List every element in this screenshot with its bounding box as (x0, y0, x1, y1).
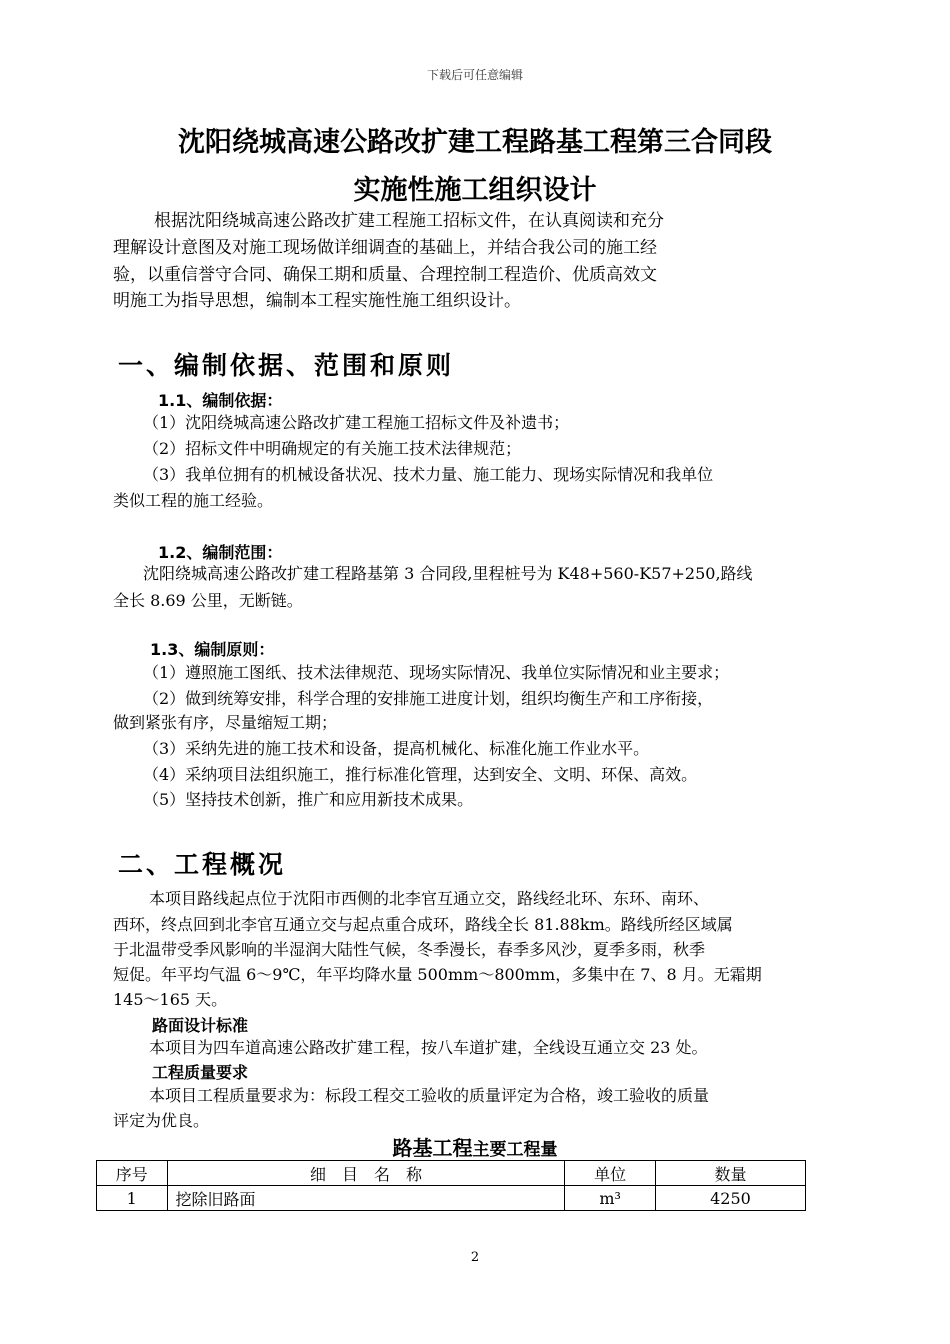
document-title: 沈阳绕城高速公路改扩建工程路基工程第三合同段 (178, 127, 772, 158)
intro-line: 验，以重信誉守合同、确保工期和质量、合理控制工程造价、优质高效文 (113, 265, 657, 285)
scope-text: 沈阳绕城高速公路改扩建工程路基第 3 合同段,里程桩号为 K48+560-K57+250,路线 (143, 564, 753, 583)
principle-item: （1）遵照施工图纸、技术法律规范、现场实际情况、我单位实际情况和业主要求； (143, 663, 730, 682)
quantity-table (96, 1160, 806, 1211)
principle-item: （5）坚持技术创新，推广和应用新技术成果。 (143, 790, 474, 809)
principle-item: （2）做到统筹安排，科学合理的安排施工进度计划，组织均衡生产和工序衔接， (143, 689, 714, 708)
intro-line: 根据沈阳绕城高速公路改扩建工程施工招标文件，在认真阅读和充分 (154, 211, 664, 231)
intro-line: 理解设计意图及对施工现场做详细调查的基础上，并结合我公司的施工经 (113, 238, 657, 258)
overview-line: 短促。年平均气温 6～9℃，年平均降水量 500mm～800mm，多集中在 7、8 月。无霜期 (113, 965, 762, 984)
overview-line: 本项目路线起点位于沈阳市西侧的北李官互通立交，路线经北环、东环、南环、 (149, 889, 710, 908)
table-title (0, 1132, 950, 1161)
quality-heading: 工程质量要求 (152, 1063, 249, 1082)
table-cell: 1 (97, 1186, 168, 1211)
header-cell: 数量 (655, 1161, 805, 1186)
table-title-main: 路基工程 (392, 1136, 473, 1160)
table-header-row (97, 1161, 806, 1186)
table-row (97, 1186, 806, 1211)
section-heading-2: 二、工程概况 (118, 850, 287, 879)
principle-item: 做到紧张有序，尽量缩短工期； (113, 713, 338, 732)
overview-line: 于北温带受季风影响的半湿润大陆性气候，冬季漫长，春季多风沙，夏季多雨，秋季 (113, 940, 706, 959)
basis-heading: 1.1、编制依据： (158, 391, 283, 410)
road-design-heading: 路面设计标准 (152, 1016, 249, 1035)
principle-item: （3）采纳先进的施工技术和设备，提高机械化、标准化施工作业水平。 (143, 739, 650, 758)
principle-heading: 1.3、编制原则： (150, 640, 275, 659)
header-cell: 单位 (565, 1161, 655, 1186)
table-cell: 挖除旧路面 (167, 1186, 565, 1211)
basis-item: 类似工程的施工经验。 (113, 491, 274, 510)
overview-line: 西环，终点回到北李官互通立交与起点重合成环，路线全长 81.88km。路线所经区域属 (113, 915, 733, 934)
table-title-sub: 主要工程量 (472, 1140, 558, 1160)
basis-item: （2）招标文件中明确规定的有关施工技术法律规范； (143, 439, 522, 458)
scope-heading: 1.2、编制范围： (158, 543, 283, 562)
document-subtitle: 实施性施工组织设计 (353, 175, 597, 206)
section-heading-1: 一、编制依据、范围和原则 (118, 351, 455, 380)
road-design-text: 本项目为四车道高速公路改扩建工程，按八车道扩建，全线设互通立交 23 处。 (149, 1038, 708, 1057)
principle-item: （4）采纳项目法组织施工，推行标准化管理，达到安全、文明、环保、高效。 (143, 765, 698, 784)
basis-item: （1）沈阳绕城高速公路改扩建工程施工招标文件及补遗书； (143, 413, 570, 432)
table-cell: 4250 (655, 1186, 805, 1211)
overview-line: 145～165 天。 (113, 990, 228, 1009)
quality-text: 评定为优良。 (113, 1111, 210, 1130)
header-cell: 序号 (97, 1161, 168, 1186)
scope-text: 全长 8.69 公里，无断链。 (113, 591, 303, 610)
header-cell: 细 目 名 称 (167, 1161, 565, 1186)
basis-item: （3）我单位拥有的机械设备状况、技术力量、施工能力、现场实际情况和我单位 (143, 465, 714, 484)
intro-line: 明施工为指导思想，编制本工程实施性施工组织设计。 (113, 291, 521, 311)
page-number: 2 (470, 1250, 480, 1265)
table-cell: m³ (565, 1186, 655, 1211)
quality-text: 本项目工程质量要求为：标段工程交工验收的质量评定为合格，竣工验收的质量 (149, 1086, 710, 1105)
header-note: 下载后可任意编辑 (426, 68, 523, 82)
